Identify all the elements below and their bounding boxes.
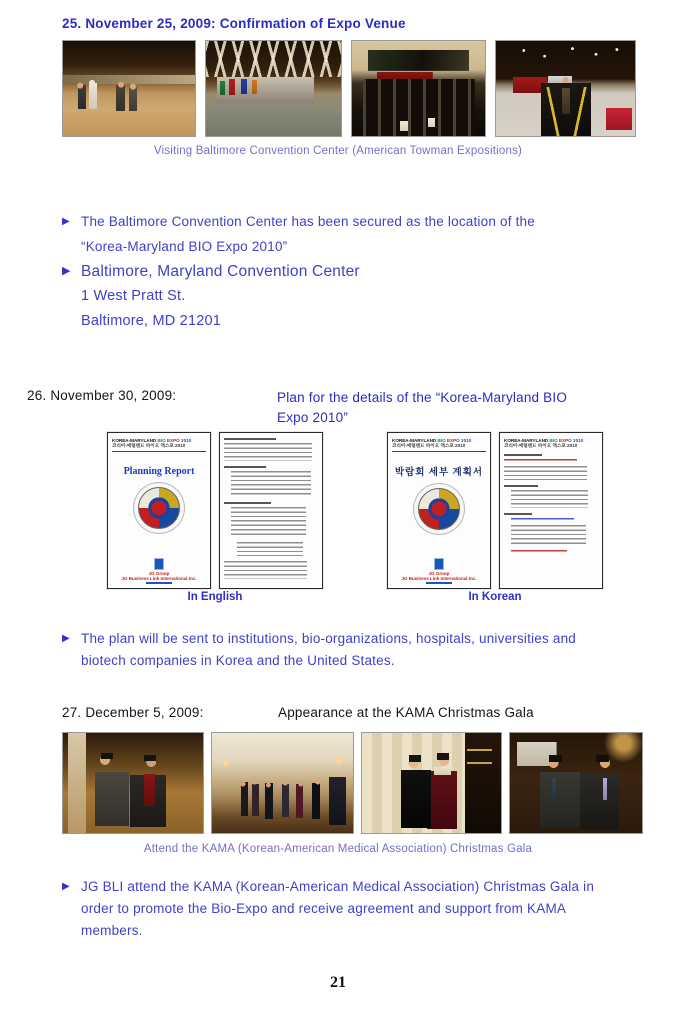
doc-text-heading-line <box>504 454 542 456</box>
bullet-item <box>62 628 644 672</box>
doc-header-part: BIO <box>437 438 446 443</box>
doc-cover-english <box>107 432 211 589</box>
bullet-line: “Korea-Maryland BIO Expo 2010” <box>81 239 288 254</box>
doc-text-block-red <box>511 550 567 554</box>
photo-two-women <box>361 732 502 834</box>
bullet-triangle-icon: ▶ <box>62 265 71 277</box>
bullet-item <box>62 259 640 284</box>
doc-footer <box>388 558 490 584</box>
doc-text-block <box>224 561 307 579</box>
doc-footer-url-line <box>426 582 452 584</box>
doc-text-block <box>231 507 306 537</box>
doc-footer-group: JG Group <box>428 571 450 576</box>
photo-two-men-posing <box>62 732 204 834</box>
gala-photo-row <box>62 732 643 834</box>
doc-header-part: KOREA-MARYLAND <box>504 438 549 443</box>
section-25-heading: 25. November 25, 2009: Confirmation of Expo Venue <box>62 16 406 31</box>
doc-header-part: 2010 <box>461 438 472 443</box>
korea-maryland-logo <box>138 487 180 529</box>
doc-text-heading-line <box>224 502 271 504</box>
doc-title: Planning Report <box>123 466 195 477</box>
doc-header-kr: 코리아-메릴랜드 바이오 엑스포 2010 <box>504 443 578 448</box>
bullet-line: The plan will be sent to institutions, bio-organizations, hospitals, universities and <box>81 631 577 646</box>
venue-address-line-2: Baltimore, MD 21201 <box>81 313 221 329</box>
doc-header-part: BIO <box>549 438 558 443</box>
doc-text-heading-line <box>224 438 276 440</box>
bullet-line: JG BLI attend the KAMA (Korean-American Medical Association) Christmas Gala in <box>81 879 595 894</box>
venue-photo-caption: Visiting Baltimore Convention Center (American Towman Expositions) <box>153 145 523 157</box>
bullet-text <box>81 628 644 672</box>
doc-header-part: BIO <box>157 438 166 443</box>
doc-header-part: 2010 <box>181 438 192 443</box>
bullet-line: biotech companies in Korea and the United States. <box>81 653 395 668</box>
doc-text-block-red <box>504 459 577 463</box>
doc-header <box>112 438 206 452</box>
photo-guests-mingling <box>211 732 354 834</box>
doc-footer <box>108 558 210 584</box>
section-26-heading <box>277 388 627 428</box>
venue-address-line-1: 1 West Pratt St. <box>81 288 186 304</box>
bullet-item <box>62 209 640 259</box>
bullet-item <box>62 876 647 942</box>
doc-header-part: KOREA-MARYLAND <box>112 438 157 443</box>
doc-header-part: 2010 <box>573 438 584 443</box>
bullet-triangle-icon: ▶ <box>62 633 70 644</box>
bullet-line: members. <box>81 923 143 938</box>
gala-photo-caption: Attend the KAMA (Korean-American Medical Association) Christmas Gala <box>143 843 533 855</box>
doc-footer-url-line <box>146 582 172 584</box>
doc-text-heading-line <box>504 485 538 487</box>
doc-text-block <box>231 471 312 497</box>
doc-text-heading-line <box>504 513 532 515</box>
label-in-korean: In Korean <box>468 591 522 603</box>
bullet-text <box>81 209 640 259</box>
doc-footer-company: JG Business Link International Inc. <box>121 576 197 581</box>
doc-text-block <box>504 466 587 480</box>
venue-photo-row <box>62 40 636 137</box>
section-26-date: 26. November 30, 2009: <box>27 388 177 403</box>
photo-towing-expo-floor <box>495 40 636 137</box>
doc-text-block <box>224 443 312 461</box>
section-25-bullets <box>62 209 640 334</box>
heading-line: Plan for the details of the “Korea-Maryland BIO <box>277 390 568 405</box>
photo-escalators <box>351 40 486 137</box>
section-27-bullets <box>62 876 647 942</box>
korea-maryland-logo <box>418 488 460 530</box>
section-27-heading: Appearance at the KAMA Christmas Gala <box>278 705 534 720</box>
doc-text-korean <box>499 432 603 589</box>
bullet-line: order to promote the Bio-Expo and receive agreement and support from KAMA <box>81 901 567 916</box>
doc-footer-group: JG Group <box>148 571 170 576</box>
photo-convention-hall <box>62 40 196 137</box>
section-27-date: 27. December 5, 2009: <box>62 705 204 720</box>
doc-header-part: EXPO <box>166 438 180 443</box>
venue-name: Baltimore, Maryland Convention Center <box>81 263 360 280</box>
bullet-triangle-icon: ▶ <box>62 216 70 227</box>
doc-text-heading-line <box>224 466 266 468</box>
doc-text-block <box>237 542 303 556</box>
photo-booth-aisle <box>205 40 342 137</box>
doc-cover-korean <box>387 432 491 589</box>
bullet-text <box>81 876 647 942</box>
doc-header <box>392 438 486 452</box>
photo-two-men-gala <box>509 732 643 834</box>
doc-header-part: EXPO <box>446 438 460 443</box>
doc-header-part: KOREA-MARYLAND <box>392 438 437 443</box>
doc-footer-company: JG Business Link International Inc. <box>401 576 477 581</box>
bullet-line: The Baltimore Convention Center has been secured as the location of the <box>81 214 535 229</box>
doc-header-part: EXPO <box>558 438 572 443</box>
jg-logo <box>434 558 444 570</box>
label-in-english: In English <box>187 591 243 603</box>
doc-text-block <box>511 490 588 508</box>
doc-title: 박람회 세부 계획서 <box>394 468 484 478</box>
doc-header-kr: 코리아-메릴랜드 바이오 엑스포 2010 <box>392 443 466 448</box>
jg-logo <box>154 558 164 570</box>
doc-text-block <box>511 525 586 547</box>
bullet-triangle-icon: ▶ <box>62 881 70 892</box>
heading-line: Expo 2010” <box>277 410 349 425</box>
page-number: 21 <box>330 974 346 991</box>
doc-header-kr: 코리아-메릴랜드 바이오 엑스포 2010 <box>112 443 186 448</box>
doc-text-english <box>219 432 323 589</box>
section-26-bullets <box>62 628 644 672</box>
doc-text-block-blue <box>511 518 575 522</box>
